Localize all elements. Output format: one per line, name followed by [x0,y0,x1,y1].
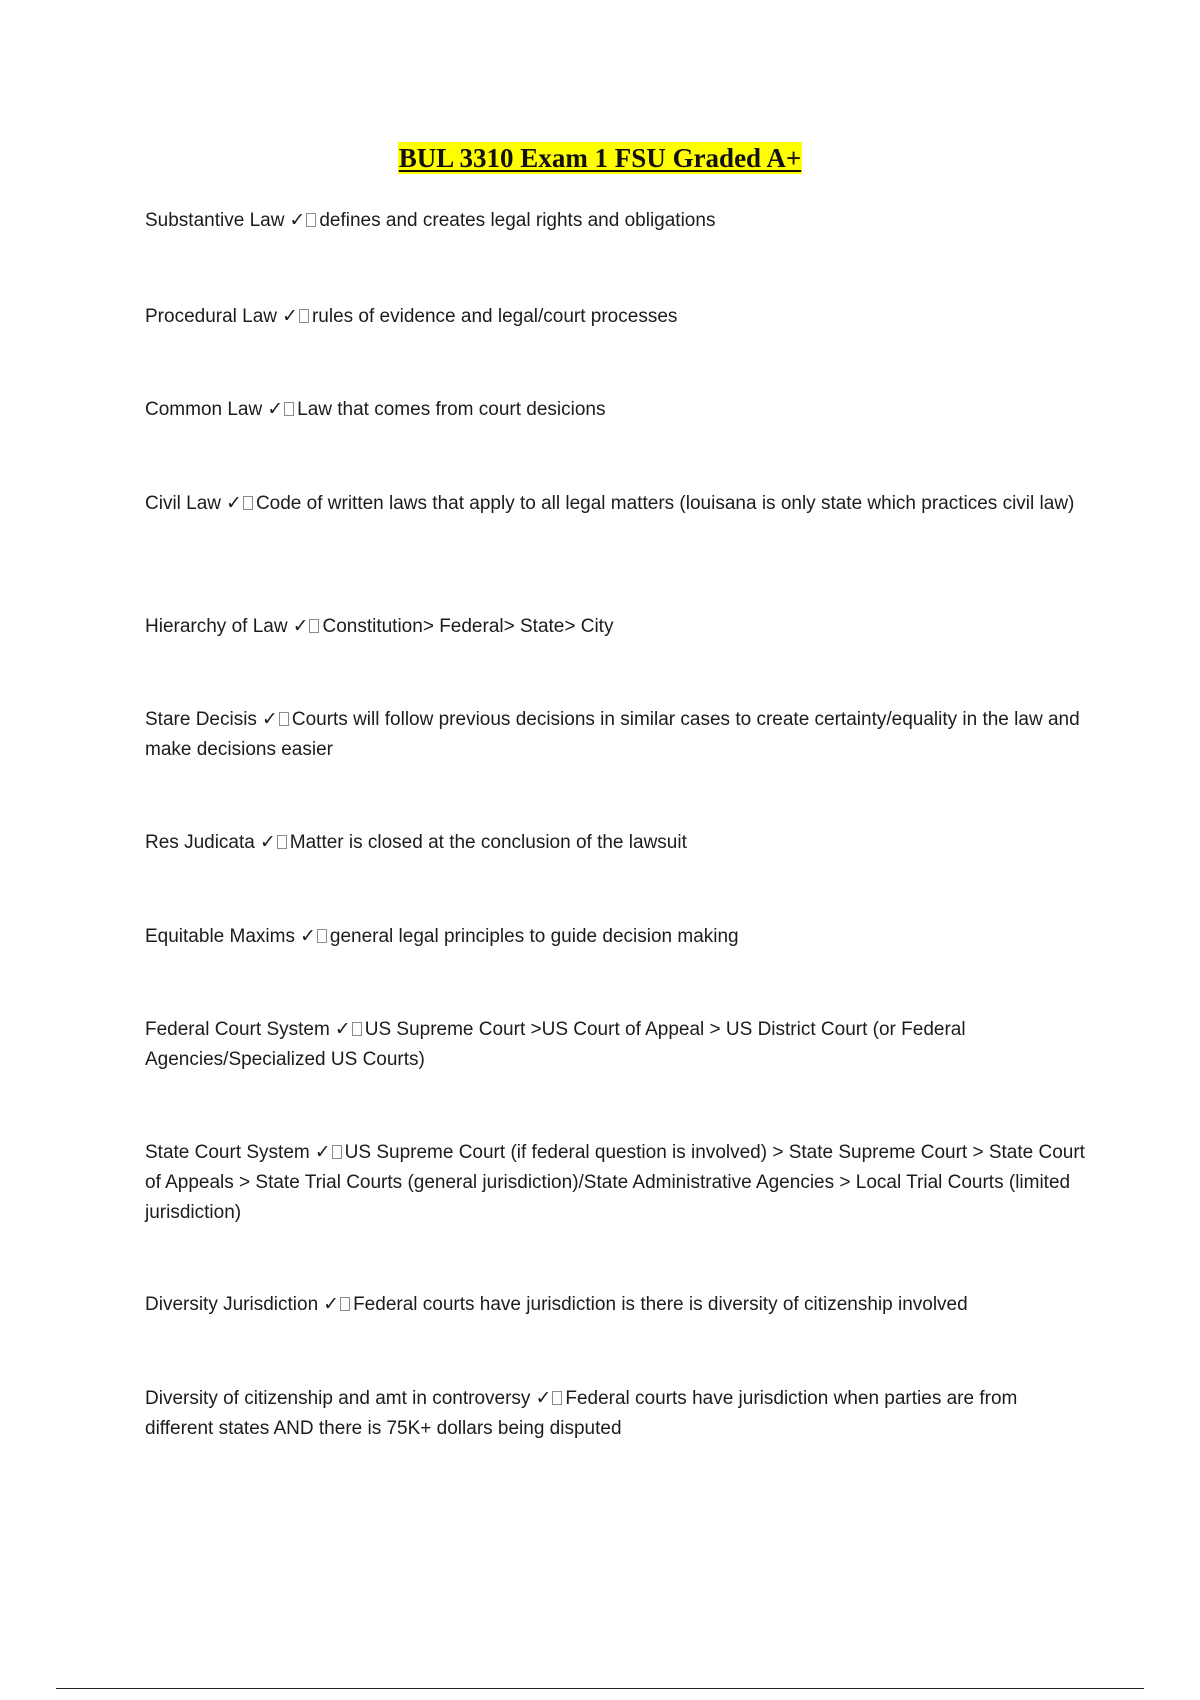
box-icon [340,1297,350,1311]
entry-common-law [145,395,1085,425]
check-icon: ✓ [334,1019,351,1040]
check-icon: ✓ [261,709,278,730]
box-icon [552,1391,562,1405]
entry-term: Diversity of citizenship and amt in controversy [145,1388,531,1409]
check-icon: ✓ [323,1294,340,1315]
entry-definition: general legal principles to guide decision making [329,926,739,947]
box-icon [306,213,316,227]
box-icon [332,1145,342,1159]
check-icon: ✓ [267,399,284,420]
entry-definition: US Supreme Court (if federal question is involved) > State Supreme Court > State Court of Appeals > State Trial Courts (general jurisdiction)/State Administrative Agencies > Local Trial Courts (limited jurisdiction) [145,1142,1085,1223]
box-icon [243,496,253,510]
entry-term: Federal Court System [145,1019,330,1040]
box-icon [352,1022,362,1036]
box-icon [309,619,319,633]
entry-procedural-law [145,302,1085,332]
entry-definition: Courts will follow previous decisions in similar cases to create certainty/equality in the law and make decisions easier [145,709,1080,760]
entry-term: Procedural Law [145,306,278,327]
entry-stare-decisis [145,705,1085,765]
entry-definition: defines and creates legal rights and obligations [319,210,716,231]
entry-state-court-system [145,1138,1085,1228]
entry-definition: Law that comes from court desicions [297,399,606,420]
entry-term: Equitable Maxims [145,926,295,947]
entry-definition: US Supreme Court >US Court of Appeal > US District Court (or Federal Agencies/Specialized US Courts) [145,1019,966,1070]
entry-hierarchy-of-law [145,612,1085,642]
check-icon: ✓ [292,616,309,637]
footer-divider [56,1688,1144,1689]
entry-equitable-maxims [145,922,1085,952]
box-icon [284,402,294,416]
check-icon: ✓ [299,926,316,947]
box-icon [299,309,309,323]
check-icon: ✓ [314,1142,331,1163]
box-icon [277,835,287,849]
check-icon: ✓ [289,210,306,231]
entry-term: Diversity Jurisdiction [145,1294,319,1315]
entry-term: Stare Decisis [145,709,257,730]
entry-term: Substantive Law [145,210,285,231]
entry-civil-law [145,489,1085,519]
box-icon [317,929,327,943]
entry-diversity-jurisdiction [145,1290,1085,1320]
document-title: BUL 3310 Exam 1 FSU Graded A+ [398,143,802,173]
check-icon: ✓ [282,306,298,327]
entry-definition: Matter is closed at the conclusion of the lawsuit [289,832,687,853]
entry-federal-court-system [145,1015,1085,1075]
entry-definition: Federal courts have jurisdiction when parties are from different states AND there is 75K+ dollars being disputed [145,1388,1018,1439]
entry-res-judicata [145,828,1085,858]
entry-term: Hierarchy of Law [145,616,288,637]
entry-diversity-of-citizenship [145,1384,1085,1444]
entry-definition: Federal courts have jurisdiction is there is diversity of citizenship involved [353,1294,968,1315]
entry-substantive-law [145,206,1085,236]
entry-term: Common Law [145,399,263,420]
entry-term: State Court System [145,1142,310,1163]
entry-term: Res Judicata [145,832,255,853]
check-icon: ✓ [535,1388,552,1409]
entry-definition: rules of evidence and legal/court processes [311,306,678,327]
check-icon: ✓ [259,832,276,853]
entry-definition: Constitution> Federal> State> City [322,616,614,637]
check-icon: ✓ [226,493,242,514]
title-wrap [0,142,1200,174]
entry-definition: Code of written laws that apply to all legal matters (louisana is only state which practices civil law) [255,493,1075,514]
entry-term: Civil Law [145,493,222,514]
box-icon [279,712,289,726]
